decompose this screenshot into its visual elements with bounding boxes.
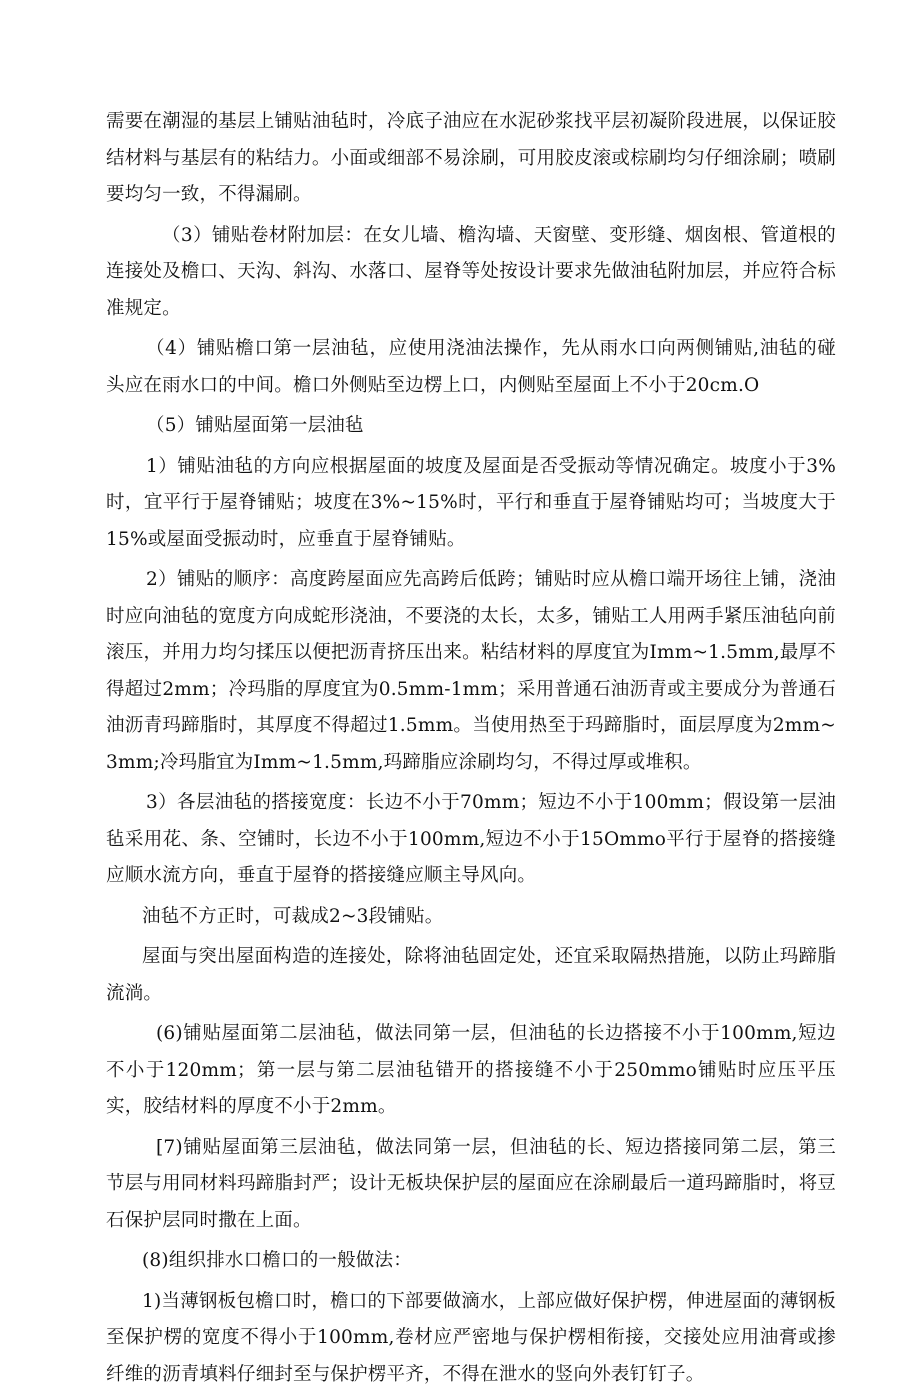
paragraph-overlap-width: 3）各层油毡的搭接宽度：长边不小于70mm；短边不小于100mm；假设第一层油毡采用花、条、空铺时，长边不小于100mm,短边不小于15Ommo平行于屋脊的搭接缝应顺水流方向，垂直于屋脊的搭接缝应顺主导风向。 [106, 785, 836, 895]
paragraph-eave-first-layer: （4）铺贴檐口第一层油毡，应使用浇油法操作，先从雨水口向两侧铺贴,油毡的碰头应在雨水口的中间。檐口外侧贴至边楞上口，内侧贴至屋面上不小于20cm.O [106, 331, 836, 404]
paragraph-moisture-base: 需要在潮湿的基层上铺贴油毡时，冷底子油应在水泥砂浆找平层初凝阶段进展，以保证胶结材料与基层有的粘结力。小面或细部不易涂刷，可用胶皮滚或棕刷均匀仔细涂刷；喷刷要均匀一致，不得漏刷。 [106, 104, 836, 214]
paragraph-drainage-heading: (8)组织排水口檐口的一般做法： [106, 1243, 836, 1280]
paragraph-additional-layer: （3）铺贴卷材附加层：在女儿墙、檐沟墙、天窗壁、变形缝、烟囱根、管道根的连接处及檐口、天沟、斜沟、水落口、屋脊等处按设计要求先做油毡附加层，并应符合标准规定。 [106, 218, 836, 328]
paragraph-roof-first-layer-heading: （5）铺贴屋面第一层油毡 [106, 408, 836, 445]
paragraph-steel-eave: 1)当薄钢板包檐口时，檐口的下部要做滴水，上部应做好保护楞，伸进屋面的薄钢板至保护楞的宽度不得小于100mm,卷材应严密地与保护楞相衔接，交接处应用油膏或掺纤维的沥青填料仔细封至与保护楞平齐，不得在泄水的竖向外表钉钉子。 [106, 1284, 836, 1393]
paragraph-irregular-felt: 油毡不方正时，可裁成2~3段铺贴。 [106, 899, 836, 936]
paragraph-third-layer: [7)铺贴屋面第三层油毡，做法同第一层，但油毡的长、短边搭接同第二层，第三节层与用同材料玛蹄脂封严；设计无板块保护层的屋面应在涂刷最后一道玛蹄脂时，将豆石保护层同时撒在上面。 [106, 1130, 836, 1240]
paragraph-second-layer: (6)铺贴屋面第二层油毡，做法同第一层，但油毡的长边搭接不小于100mm,短边不小于120mm；第一层与第二层油毡错开的搭接缝不小于250mmo铺贴时应压平压实，胶结材料的厚度不小于2mm。 [106, 1016, 836, 1126]
paragraph-laying-direction: 1）铺贴油毡的方向应根据屋面的坡度及屋面是否受振动等情况确定。坡度小于3%时，宜平行于屋脊铺贴；坡度在3%~15%时，平行和垂直于屋脊铺贴均可；当坡度大于15%或屋面受振动时，应垂直于屋脊铺贴。 [106, 449, 836, 559]
paragraph-protrusion-joint: 屋面与突出屋面构造的连接处，除将油毡固定处，还宜采取隔热措施，以防止玛蹄脂流淌。 [106, 939, 836, 1012]
paragraph-laying-order: 2）铺贴的顺序：高度跨屋面应先高跨后低跨；铺贴时应从檐口端开场往上铺，浇油时应向油毡的宽度方向成蛇形浇油，不要浇的太长，太多，铺贴工人用两手紧压油毡向前滚压，并用力均匀揉压以便把沥青挤压出来。粘结材料的厚度宜为Imm~1.5mm,最厚不得超过2mm；冷玛脂的厚度宜为0.5mm-1mm；采用普通石油沥青或主要成分为普通石油沥青玛蹄脂时，其厚度不得超过1.5mm。当使用热至于玛蹄脂时，面层厚度为2mm~3mm;冷玛脂宜为Imm~1.5mm,玛蹄脂应涂刷均匀，不得过厚或堆积。 [106, 562, 836, 781]
